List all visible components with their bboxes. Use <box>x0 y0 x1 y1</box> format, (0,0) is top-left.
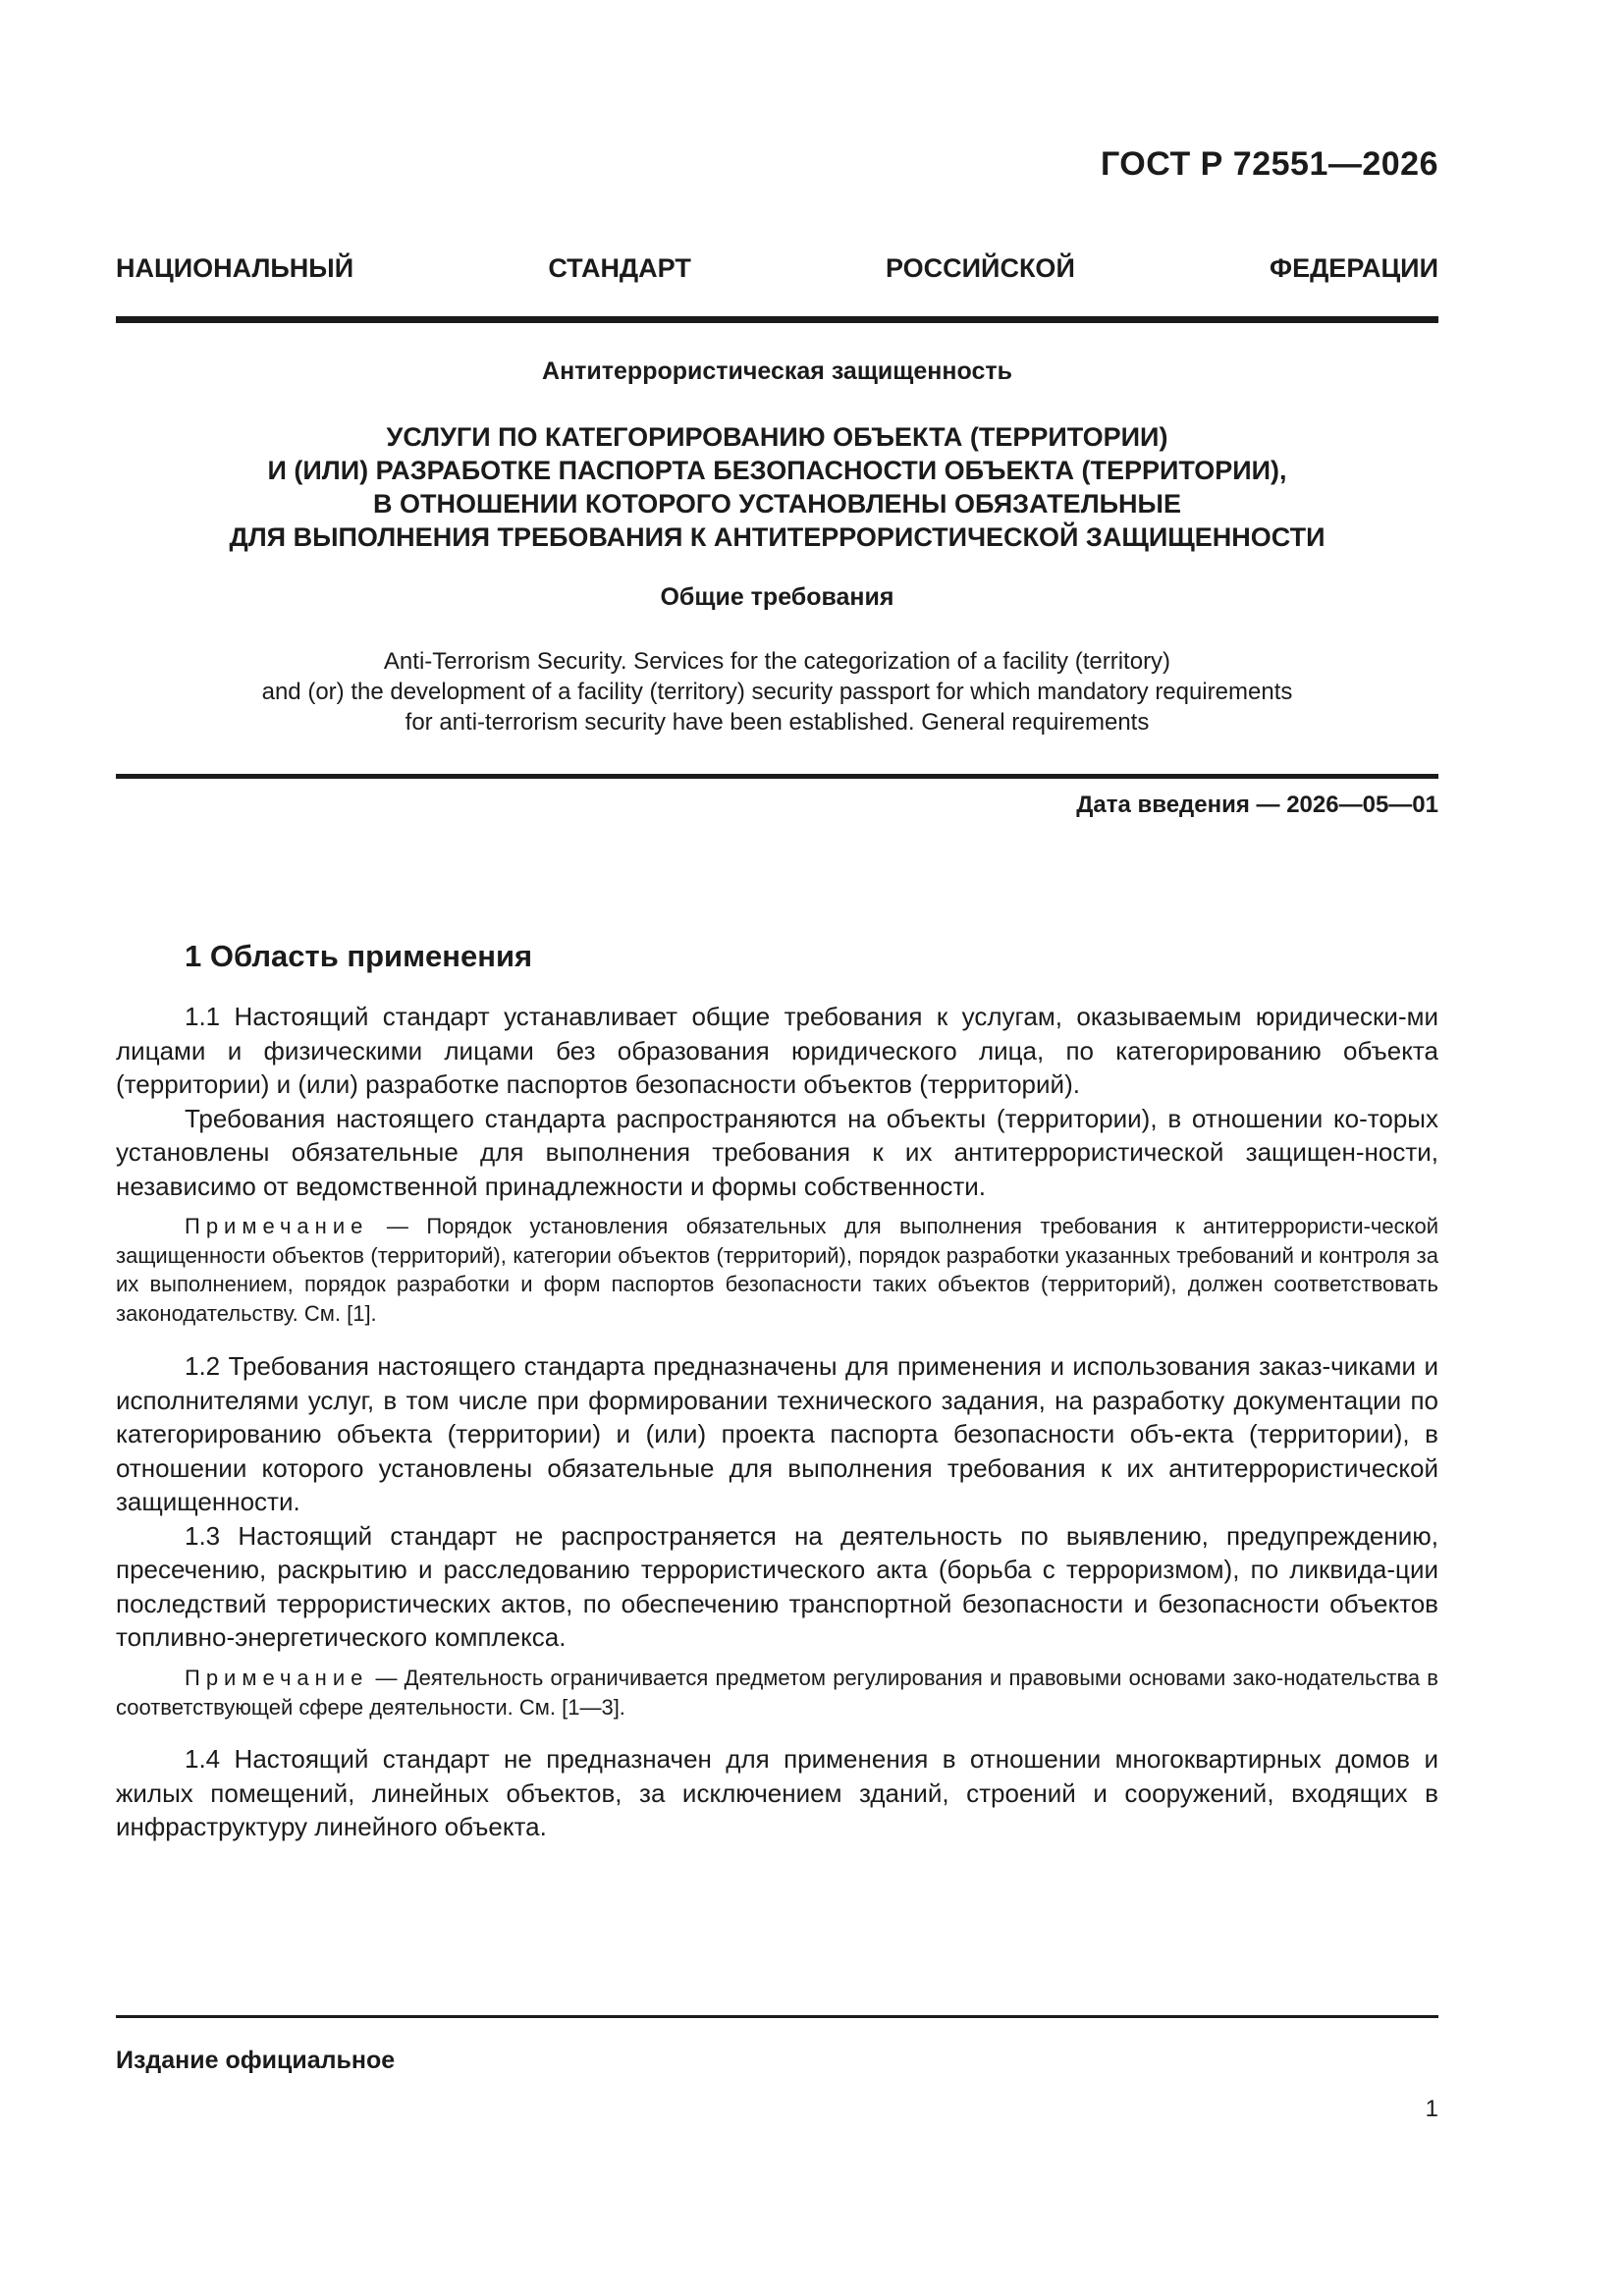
section-heading: 1 Область применения <box>185 939 533 973</box>
official-edition-label: Издание официальное <box>116 2047 396 2074</box>
note-1 <box>116 1212 1438 1328</box>
clause-1-1 <box>116 1000 1438 1203</box>
clause-1-2 <box>116 1349 1438 1655</box>
paragraph: 1.3 Настоящий стандарт не распространяется на деятельность по выявлению, предупреждению, пресечению, раскрытию и расследованию террористического акта (борьба с терроризмом), по ликвида-ции последствий террористических актов, по обеспечению транспортной безопасности и безопасности объектов топливно-энергетического комплекса. <box>116 1520 1438 1652</box>
introduction-date: Дата введения — 2026—05—01 <box>1076 792 1438 818</box>
english-title-line: for anti-terrorism security have been established. General requirements <box>405 709 1150 736</box>
note-paragraph <box>116 1664 1438 1722</box>
page-number: 1 <box>1425 2096 1438 2122</box>
paragraph: Требования настоящего стандарта распространяются на объекты (территории), в отношении ко-торых установлены обязательные для выполнения требования к их антитеррористической защищен-ности, независимо от ведомственной принадлежности и формы собственности. <box>116 1103 1438 1201</box>
clause-1-4 <box>116 1742 1438 1844</box>
title-line: УСЛУГИ ПО КАТЕГОРИРОВАНИЮ ОБЪЕКТА (ТЕРРИТОРИИ) <box>386 422 1168 452</box>
english-title-line: Anti-Terrorism Security. Services for the categorization of a facility (territory) <box>383 648 1171 675</box>
title-line: В ОТНОШЕНИИ КОТОРОГО УСТАНОВЛЕНЫ ОБЯЗАТЕЛЬНЫЕ <box>373 489 1181 519</box>
note-text: — Порядок установления обязательных для выполнения требования к антитеррористи-ческой защищенности объектов (территорий), категории объектов (территорий), порядок разработки указанных требований и контроля за их выполнением, порядок разработки и форм паспортов безопасности таких объектов (территорий), должен соответствовать законодательству. См. [1]. <box>116 1214 1438 1326</box>
standard-title <box>116 420 1438 554</box>
standard-topic: Антитеррористическая защищенность <box>542 357 1012 385</box>
english-title-line: and (or) the development of a facility (territory) security passport for which mandatory requirements <box>261 679 1293 705</box>
note-text: — Деятельность ограничивается предметом регулирования и правовыми основами зако-нодательства в соответствующей сфере деятельности. См. [1—3]. <box>116 1666 1438 1720</box>
english-title <box>116 646 1438 738</box>
national-standard-banner: НАЦИОНАЛЬНЫЙ СТАНДАРТ РОССИЙСКОЙ ФЕДЕРАЦИИ <box>116 253 1438 283</box>
title-line: ДЛЯ ВЫПОЛНЕНИЯ ТРЕБОВАНИЯ К АНТИТЕРРОРИСТИЧЕСКОЙ ЗАЩИЩЕННОСТИ <box>229 522 1325 552</box>
note-label: Примечание <box>185 1666 369 1690</box>
standard-subtitle: Общие требования <box>660 583 894 611</box>
gost-number: ГОСТ Р 72551—2026 <box>1100 145 1438 183</box>
footer-divider <box>116 2015 1438 2018</box>
top-divider <box>116 316 1438 323</box>
paragraph: 1.1 Настоящий стандарт устанавливает общие требования к услугам, оказываемым юридически-ми лицами и физическими лицами без образования юридического лица, по категорированию объекта (территории) и (или) разработке паспортов безопасности объектов (территорий). <box>116 1002 1438 1099</box>
middle-divider <box>116 774 1438 779</box>
title-line: И (ИЛИ) РАЗРАБОТКЕ ПАСПОРТА БЕЗОПАСНОСТИ ОБЪЕКТА (ТЕРРИТОРИИ), <box>267 456 1287 485</box>
note-2 <box>116 1664 1438 1722</box>
note-paragraph <box>116 1212 1438 1328</box>
note-label: Примечание <box>185 1214 369 1238</box>
paragraph: 1.2 Требования настоящего стандарта предназначены для применения и использования заказ-чиками и исполнителями услуг, в том числе при формировании технического задания, на разработку документации по категорированию объекта (территории) и (или) проекта паспорта безопасности объ-екта (территории), в отношении которого установлены обязательные для выполнения требования к их антитеррористической защищенности. <box>116 1351 1438 1516</box>
paragraph: 1.4 Настоящий стандарт не предназначен для применения в отношении многоквартирных домов и жилых помещений, линейных объектов, за исключением зданий, строений и сооружений, входящих в инфраструктуру линейного объекта. <box>116 1744 1438 1841</box>
